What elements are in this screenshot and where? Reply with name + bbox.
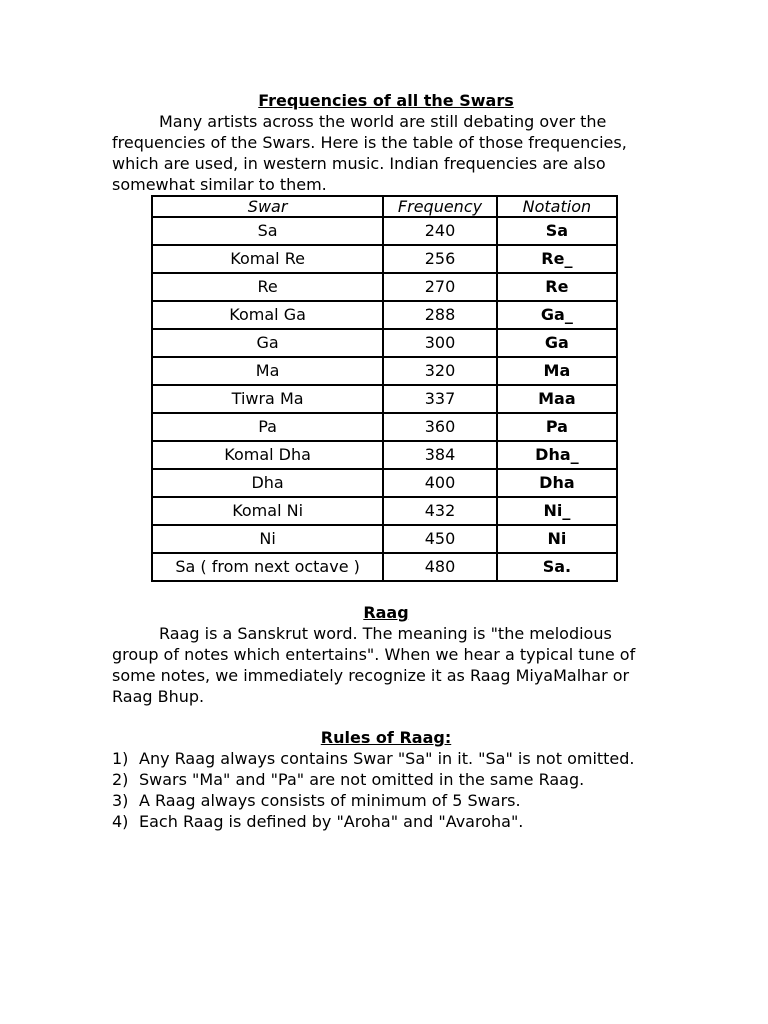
cell-swar: Komal Ni — [152, 497, 383, 525]
rule-number: 4) — [112, 812, 129, 831]
section-spacer — [112, 582, 660, 602]
rule-text: Any Raag always contains Swar "Sa" in it. "Sa" is not omitted. — [139, 749, 635, 768]
cell-notation: Dha — [497, 469, 617, 497]
cell-notation: Re_ — [497, 245, 617, 273]
cell-swar: Ga — [152, 329, 383, 357]
cell-swar: Komal Dha — [152, 441, 383, 469]
cell-swar: Komal Re — [152, 245, 383, 273]
cell-swar: Pa — [152, 413, 383, 441]
rule-text: Swars "Ma" and "Pa" are not omitted in the same Raag. — [139, 770, 585, 789]
frequencies-heading: Frequencies of all the Swars — [258, 91, 514, 110]
table-header-row — [152, 196, 617, 217]
cell-swar: Re — [152, 273, 383, 301]
rules-list — [112, 748, 660, 832]
list-item — [112, 769, 660, 790]
table-row — [152, 469, 617, 497]
header-swar: Swar — [152, 196, 383, 217]
cell-frequency: 480 — [383, 553, 497, 581]
table-row — [152, 217, 617, 245]
cell-swar: Sa ( from next octave ) — [152, 553, 383, 581]
cell-frequency: 360 — [383, 413, 497, 441]
rule-text: Each Raag is defined by "Aroha" and "Avaroha". — [139, 812, 524, 831]
raag-heading: Raag — [363, 603, 409, 622]
cell-notation: Re — [497, 273, 617, 301]
cell-frequency: 337 — [383, 385, 497, 413]
cell-swar: Ni — [152, 525, 383, 553]
cell-frequency: 320 — [383, 357, 497, 385]
table-row — [152, 413, 617, 441]
table-row — [152, 245, 617, 273]
rule-number: 1) — [112, 749, 129, 768]
cell-notation: Ni — [497, 525, 617, 553]
cell-notation: Ga_ — [497, 301, 617, 329]
rule-number: 2) — [112, 770, 129, 789]
cell-frequency: 240 — [383, 217, 497, 245]
raag-body: Raag is a Sanskrut word. The meaning is "the melodious group of notes which entertains". When we hear a typical tune of some notes, we immediately recognize it as Raag MiyaMalhar or Raag Bhup. — [112, 624, 636, 706]
table-row — [152, 553, 617, 581]
cell-swar: Tiwra Ma — [152, 385, 383, 413]
header-frequency: Frequency — [383, 196, 497, 217]
document-page — [112, 90, 660, 832]
frequencies-intro: Many artists across the world are still debating over the frequencies of the Swars. Here is the table of those frequencies, which are used, in western music. Indian frequencies are also somewhat similar to them. — [112, 112, 627, 194]
cell-frequency: 300 — [383, 329, 497, 357]
cell-frequency: 270 — [383, 273, 497, 301]
rule-text: A Raag always consists of minimum of 5 Swars. — [139, 791, 521, 810]
cell-swar: Komal Ga — [152, 301, 383, 329]
cell-notation: Dha_ — [497, 441, 617, 469]
table-row — [152, 273, 617, 301]
cell-frequency: 288 — [383, 301, 497, 329]
cell-notation: Ni_ — [497, 497, 617, 525]
cell-swar: Dha — [152, 469, 383, 497]
rule-number: 3) — [112, 791, 129, 810]
cell-notation: Sa — [497, 217, 617, 245]
cell-notation: Sa. — [497, 553, 617, 581]
cell-notation: Ma — [497, 357, 617, 385]
table-row — [152, 497, 617, 525]
table-row — [152, 525, 617, 553]
cell-frequency: 384 — [383, 441, 497, 469]
table-row — [152, 357, 617, 385]
cell-frequency: 450 — [383, 525, 497, 553]
table-row — [152, 329, 617, 357]
rules-heading: Rules of Raag: — [320, 728, 452, 747]
cell-frequency: 432 — [383, 497, 497, 525]
cell-frequency: 256 — [383, 245, 497, 273]
table-row — [152, 301, 617, 329]
table-row — [152, 441, 617, 469]
header-notation: Notation — [497, 196, 617, 217]
frequency-table — [151, 195, 618, 582]
list-item — [112, 811, 660, 832]
cell-notation: Pa — [497, 413, 617, 441]
cell-notation: Maa — [497, 385, 617, 413]
cell-swar: Sa — [152, 217, 383, 245]
cell-frequency: 400 — [383, 469, 497, 497]
cell-swar: Ma — [152, 357, 383, 385]
table-row — [152, 385, 617, 413]
list-item — [112, 790, 660, 811]
list-item — [112, 748, 660, 769]
cell-notation: Ga — [497, 329, 617, 357]
section-spacer — [112, 707, 660, 727]
